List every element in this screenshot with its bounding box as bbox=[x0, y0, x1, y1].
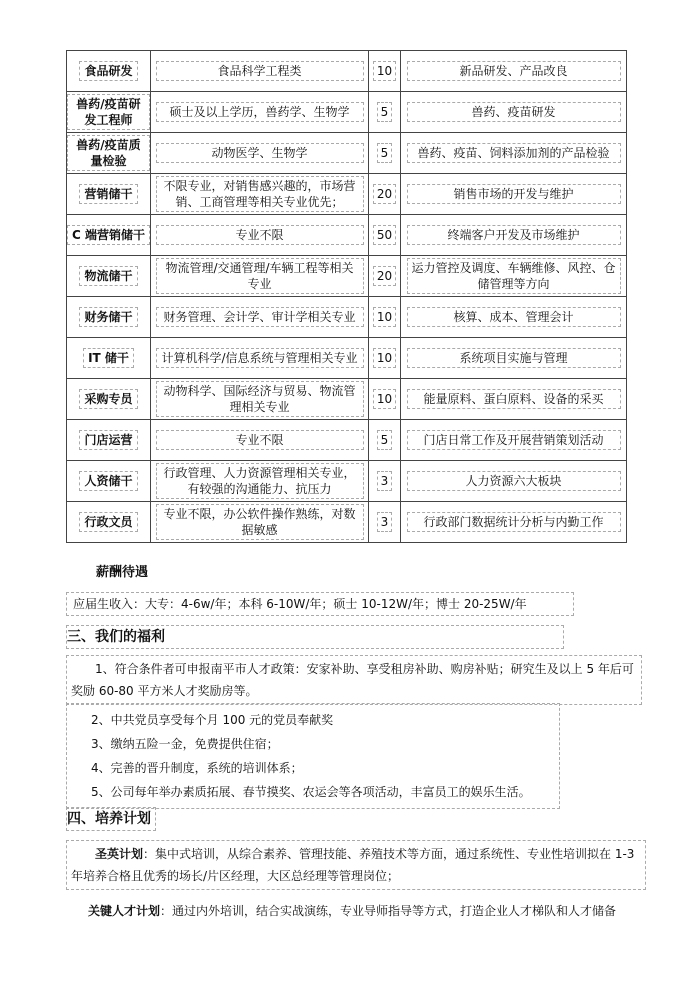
job-requirement-cell bbox=[151, 256, 369, 297]
job-count-cell bbox=[369, 256, 401, 297]
job-position: C 端营销储干 bbox=[67, 225, 150, 245]
job-count-cell bbox=[369, 297, 401, 338]
job-requirement: 食品科学工程类 bbox=[156, 61, 364, 81]
job-duty-cell bbox=[401, 502, 627, 543]
job-row bbox=[67, 215, 627, 256]
job-count-cell bbox=[369, 215, 401, 256]
job-position: 采购专员 bbox=[79, 389, 137, 409]
jobs-table-body bbox=[67, 51, 627, 543]
welfare-item: 3、缴纳五险一金，免费提供住宿； bbox=[91, 737, 279, 751]
job-duty-cell bbox=[401, 379, 627, 420]
job-count-cell bbox=[369, 51, 401, 92]
job-duty-cell bbox=[401, 133, 627, 174]
job-position-cell bbox=[67, 379, 151, 420]
job-duty: 新品研发、产品改良 bbox=[407, 61, 621, 81]
job-position-cell bbox=[67, 338, 151, 379]
job-count-cell bbox=[369, 338, 401, 379]
job-requirement-cell bbox=[151, 338, 369, 379]
job-position-cell bbox=[67, 461, 151, 502]
job-row bbox=[67, 174, 627, 215]
job-position: 人资储干 bbox=[79, 471, 137, 491]
job-count-cell bbox=[369, 174, 401, 215]
job-requirement: 财务管理、会计学、审计学相关专业 bbox=[156, 307, 364, 327]
job-count: 5 bbox=[377, 143, 393, 163]
job-requirement-cell bbox=[151, 215, 369, 256]
job-row bbox=[67, 338, 627, 379]
welfare-heading: 三、我们的福利 bbox=[66, 625, 564, 649]
job-duty: 兽药、疫苗研发 bbox=[407, 102, 621, 122]
job-row bbox=[67, 502, 627, 543]
training-plan-1-text: ：集中式培训，从综合素养、管理技能、养殖技术等方面，通过系统性、专业性培训拟在 1-3 年培养合格且优秀的场长/片区经理，大区总经理等管理岗位； bbox=[71, 847, 635, 883]
job-position-cell bbox=[67, 215, 151, 256]
job-duty-cell bbox=[401, 256, 627, 297]
job-row bbox=[67, 461, 627, 502]
job-requirement: 物流管理/交通管理/车辆工程等相关专业 bbox=[156, 258, 364, 294]
job-row bbox=[67, 51, 627, 92]
job-duty: 销售市场的开发与维护 bbox=[407, 184, 621, 204]
job-row bbox=[67, 92, 627, 133]
job-requirement: 计算机科学/信息系统与管理相关专业 bbox=[156, 348, 364, 368]
job-duty: 运力管控及调度、车辆维修、风控、仓储管理等方向 bbox=[407, 258, 621, 294]
job-count: 5 bbox=[377, 430, 393, 450]
job-duty: 兽药、疫苗、饲料添加剂的产品检验 bbox=[407, 143, 621, 163]
job-position-cell bbox=[67, 502, 151, 543]
salary-text: 应届生收入：大专：4-6w/年；本科 6-10W/年；硕士 10-12W/年；博士 20-25W/年 bbox=[66, 592, 574, 616]
job-position: 行政文员 bbox=[79, 512, 137, 532]
job-requirement-cell bbox=[151, 51, 369, 92]
welfare-item: 5、公司每年举办素质拓展、春节摸奖、农运会等各项活动，丰富员工的娱乐生活。 bbox=[91, 785, 531, 799]
job-count-cell bbox=[369, 420, 401, 461]
job-requirement-cell bbox=[151, 379, 369, 420]
job-count: 10 bbox=[373, 348, 396, 368]
job-count: 10 bbox=[373, 307, 396, 327]
job-position: IT 储干 bbox=[83, 348, 134, 368]
job-position-cell bbox=[67, 51, 151, 92]
job-duty: 系统项目实施与管理 bbox=[407, 348, 621, 368]
job-count: 3 bbox=[377, 512, 393, 532]
training-plan-2-text: ：通过内外培训，结合实战演练，专业导师指导等方式，打造企业人才梯队和人才储备 bbox=[160, 904, 617, 918]
job-position-cell bbox=[67, 133, 151, 174]
job-count: 20 bbox=[373, 184, 396, 204]
job-requirement-cell bbox=[151, 502, 369, 543]
job-count: 3 bbox=[377, 471, 393, 491]
welfare-list bbox=[66, 703, 560, 809]
job-requirement-cell bbox=[151, 420, 369, 461]
job-duty: 行政部门数据统计分析与内勤工作 bbox=[407, 512, 621, 532]
job-requirement-cell bbox=[151, 92, 369, 133]
job-row bbox=[67, 379, 627, 420]
job-count-cell bbox=[369, 92, 401, 133]
job-position-cell bbox=[67, 420, 151, 461]
job-position-cell bbox=[67, 297, 151, 338]
job-row bbox=[67, 256, 627, 297]
welfare-item-1: 1、符合条件者可申报南平市人才政策：安家补助、享受租房补助、购房补贴；研究生及以上 5 年后可奖励 60-80 平方米人才奖励房等。 bbox=[66, 655, 642, 705]
job-position: 食品研发 bbox=[79, 61, 137, 81]
job-requirement-cell bbox=[151, 174, 369, 215]
job-duty-cell bbox=[401, 338, 627, 379]
job-duty: 门店日常工作及开展营销策划活动 bbox=[407, 430, 621, 450]
job-count: 5 bbox=[377, 102, 393, 122]
job-position: 兽药/疫苗质量检验 bbox=[67, 135, 150, 171]
job-position-cell bbox=[67, 174, 151, 215]
job-count: 10 bbox=[373, 61, 396, 81]
job-position: 营销储干 bbox=[79, 184, 137, 204]
training-plan-1-label: 圣英计划 bbox=[95, 847, 144, 861]
job-row bbox=[67, 297, 627, 338]
job-requirement: 动物科学、国际经济与贸易、物流管理相关专业 bbox=[156, 381, 364, 417]
job-count-cell bbox=[369, 379, 401, 420]
job-duty: 终端客户开发及市场维护 bbox=[407, 225, 621, 245]
job-duty-cell bbox=[401, 92, 627, 133]
job-count-cell bbox=[369, 502, 401, 543]
job-position-cell bbox=[67, 92, 151, 133]
job-count: 50 bbox=[373, 225, 396, 245]
job-duty-cell bbox=[401, 174, 627, 215]
job-count-cell bbox=[369, 461, 401, 502]
salary-heading: 薪酬待遇 bbox=[96, 565, 149, 580]
training-plan-2 bbox=[66, 898, 644, 924]
job-requirement: 动物医学、生物学 bbox=[156, 143, 364, 163]
job-duty-cell bbox=[401, 461, 627, 502]
job-requirement: 硕士及以上学历，兽药学、生物学 bbox=[156, 102, 364, 122]
job-requirement: 不限专业，对销售感兴趣的，市场营销、工商管理等相关专业优先； bbox=[156, 176, 364, 212]
job-requirement: 专业不限 bbox=[156, 225, 364, 245]
training-plan-1 bbox=[66, 840, 646, 890]
job-duty: 能量原料、蛋白原料、设备的采买 bbox=[407, 389, 621, 409]
job-position: 物流储干 bbox=[79, 266, 137, 286]
welfare-item: 2、中共党员享受每个月 100 元的党员奉献奖 bbox=[91, 713, 334, 727]
job-position: 门店运营 bbox=[79, 430, 137, 450]
job-requirement-cell bbox=[151, 461, 369, 502]
job-position-cell bbox=[67, 256, 151, 297]
job-row bbox=[67, 133, 627, 174]
training-plan-2-label: 关键人才计划 bbox=[88, 904, 161, 918]
job-duty-cell bbox=[401, 420, 627, 461]
job-duty-cell bbox=[401, 215, 627, 256]
job-duty: 核算、成本、管理会计 bbox=[407, 307, 621, 327]
job-row bbox=[67, 420, 627, 461]
job-count: 20 bbox=[373, 266, 396, 286]
welfare-item: 4、完善的晋升制度，系统的培训体系； bbox=[91, 761, 303, 775]
job-requirement: 专业不限，办公软件操作熟练，对数据敏感 bbox=[156, 504, 364, 540]
job-requirement: 专业不限 bbox=[156, 430, 364, 450]
job-count: 10 bbox=[373, 389, 396, 409]
job-requirement-cell bbox=[151, 297, 369, 338]
job-count-cell bbox=[369, 133, 401, 174]
jobs-table bbox=[66, 50, 627, 543]
job-requirement: 行政管理、人力资源管理相关专业，有较强的沟通能力、抗压力 bbox=[156, 463, 364, 499]
job-duty-cell bbox=[401, 51, 627, 92]
job-duty-cell bbox=[401, 297, 627, 338]
job-requirement-cell bbox=[151, 133, 369, 174]
training-heading: 四、培养计划 bbox=[66, 807, 156, 831]
job-position: 兽药/疫苗研发工程师 bbox=[67, 94, 150, 130]
job-duty: 人力资源六大板块 bbox=[407, 471, 621, 491]
job-position: 财务储干 bbox=[79, 307, 137, 327]
